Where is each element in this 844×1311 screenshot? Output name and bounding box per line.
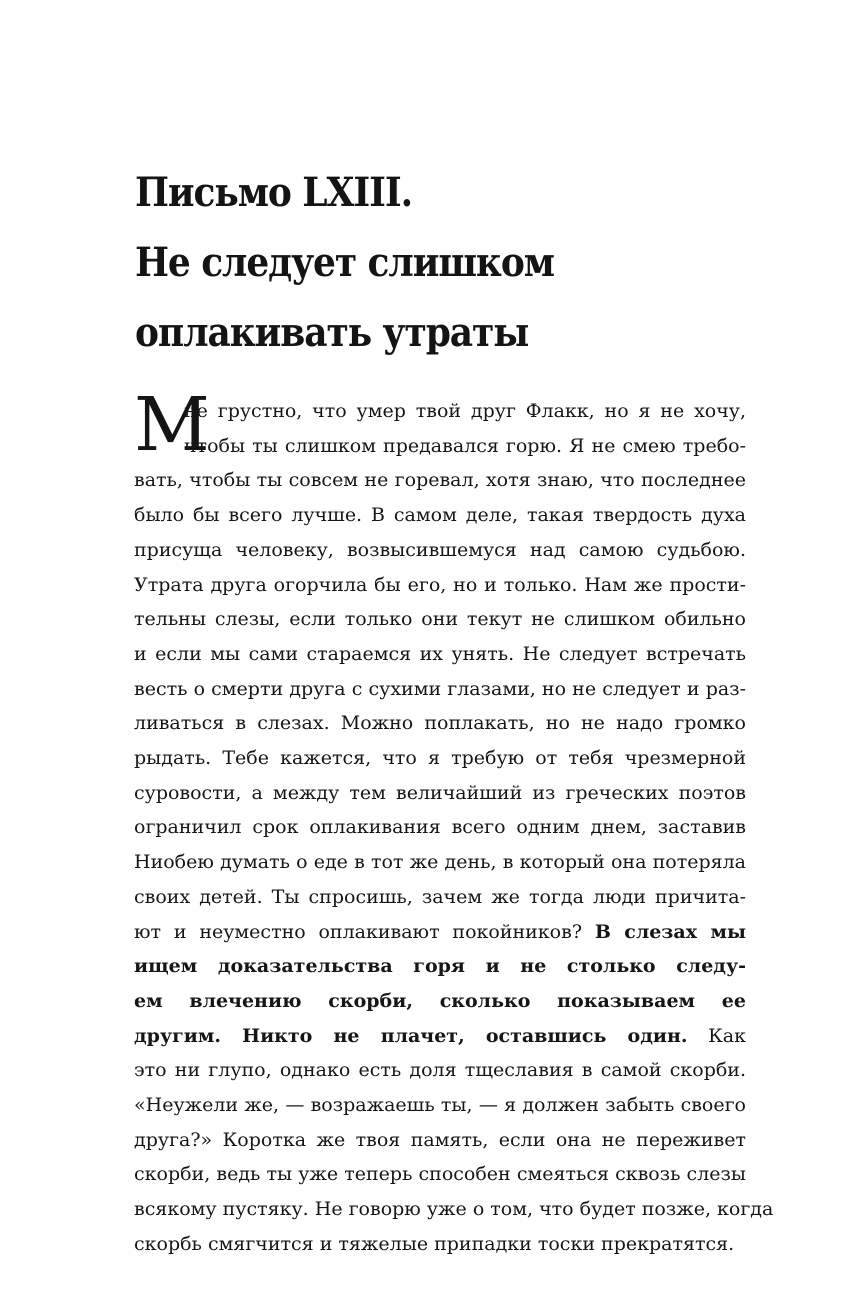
- body-line: присуща человеку, возвысившемуся над самою судьбою.: [134, 538, 746, 561]
- body-line: вать, чтобы ты совсем не горевал, хотя знаю, что последнее: [134, 469, 746, 492]
- body-text-normal: Как: [687, 1024, 746, 1047]
- body-line: Ниобею думать о еде в тот же день, в который она потеряла: [134, 851, 746, 874]
- body-line: скорби, ведь ты уже теперь способен смеяться сквозь слезы: [134, 1163, 746, 1186]
- body-line-bold: ищем доказательства горя и не столько следу-: [134, 955, 746, 978]
- body-text-bold: другим. Никто не плачет, оставшись один.: [134, 1024, 688, 1047]
- chapter-title-line-2: Не следует слишком: [135, 239, 554, 286]
- body-line: Утрата друга огорчила бы его, но и только. Нам же прости-: [134, 573, 746, 596]
- body-line: было бы всего лучше. В самом деле, такая твердость духа: [134, 504, 746, 527]
- drop-cap: М: [134, 382, 210, 468]
- chapter-title-line-3: оплакивать утраты: [135, 309, 529, 356]
- body-line-mixed: [134, 915, 746, 950]
- chapter-title: [135, 158, 711, 368]
- body-line: друга?» Коротка же твоя память, если она не переживет: [134, 1128, 746, 1151]
- body-line: всякому пустяку. Не говорю уже о том, что будет позже, когда: [134, 1198, 774, 1221]
- body-line-mixed: [134, 1019, 746, 1054]
- body-line: это ни глупо, однако есть доля тщеславия в самой скорби.: [134, 1059, 746, 1082]
- body-line-bold: ем влечению скорби, сколько показываем ее: [134, 989, 746, 1012]
- body-line: рыдать. Тебе кажется, что я требую от тебя чрезмерной: [134, 747, 746, 770]
- body-line: ограничил срок оплакивания всего одним днем, заставив: [134, 816, 746, 839]
- body-line: весть о смерти друга с сухими глазами, но не следует и раз-: [134, 677, 746, 700]
- body-line: ливаться в слезах. Можно поплакать, но не надо громко: [134, 712, 746, 735]
- body-text-normal: ют и неуместно оплакивают покойников?: [134, 920, 595, 943]
- body-line: своих детей. Ты спросишь, зачем же тогда люди причита-: [134, 885, 746, 908]
- body-text-bold: В слезах мы: [594, 920, 746, 943]
- body-line: тельны слезы, если только они текут не слишком обильно: [134, 608, 746, 631]
- body-line: не грустно, что умер твой друг Флакк, но я не хочу,: [184, 400, 746, 422]
- body-line: суровости, а между тем величайший из греческих поэтов: [134, 781, 746, 804]
- body-line: чтобы ты слишком предавался горю. Я не смею требо-: [184, 434, 746, 457]
- body-line: «Неужели же, — возражаешь ты, — я должен забыть своего: [134, 1094, 746, 1117]
- body-line: и если мы сами стараемся их унять. Не следует встречать: [134, 642, 746, 665]
- body-line: скорбь смягчится и тяжелые припадки тоски прекратятся.: [134, 1232, 735, 1255]
- chapter-title-line-1: Письмо LXIII.: [135, 169, 413, 216]
- letter-body: [134, 382, 774, 1262]
